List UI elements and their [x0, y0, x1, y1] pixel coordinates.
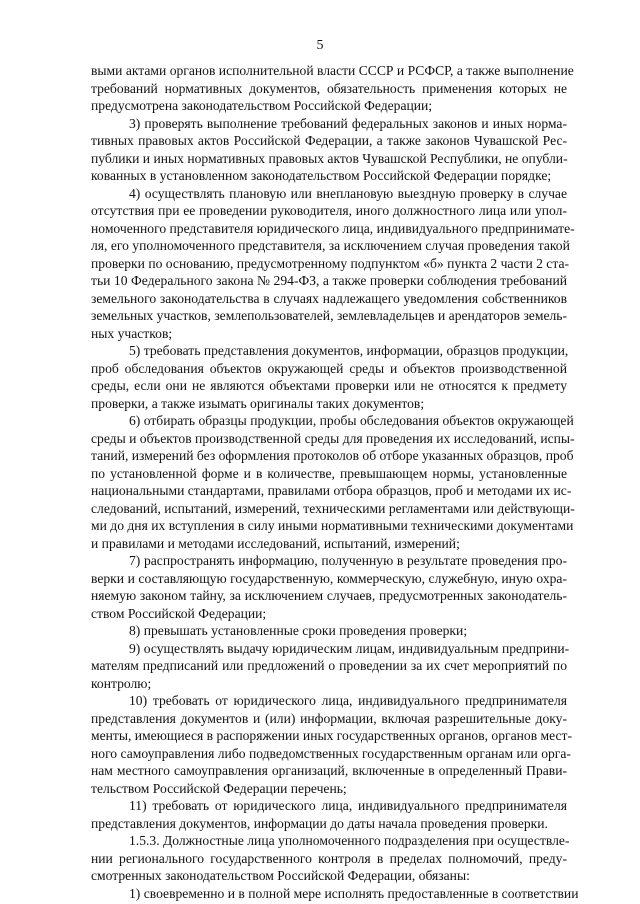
text-line: 1) своевременно и в полной мере исполнять предоставленные в соответствии	[129, 885, 579, 901]
text-line: 1.5.3. Должностные лица уполномоченного подразделения при осуществле-	[129, 833, 570, 848]
text-line: представления документов, информации до даты начала проведения проверки.	[91, 815, 548, 831]
text-line: 4) осуществлять плановую или внеплановую выездную проверку в случае	[129, 185, 567, 201]
document-body	[91, 62, 579, 902]
text-line: представления документов и (или) информации, включая разрешительные доку-	[91, 710, 567, 726]
text-line: менты, имеющиеся в распоряжении иных государственных органов, органов мест-	[91, 728, 572, 743]
text-line: смотренных законодательством Российской Федерации, обязаны:	[91, 868, 470, 883]
text-line: таний, измерений без оформления протоколов об отборе указанных образцов, проб	[91, 448, 574, 463]
text-line: среды, если они не являются объектами проверки или не относятся к предмету	[91, 378, 567, 393]
text-line: контролю;	[91, 675, 152, 691]
text-line: земельного законодательства в случаях надлежащего уведомления собственников	[91, 290, 567, 306]
text-line: номоченного представителя юридического лица, индивидуального предпринимате-	[91, 220, 575, 236]
text-line: нии регионального государственного контроля в пределах полномочий, преду-	[91, 850, 567, 866]
text-line: ля, его уполномоченного представителя, за исключением случая проведения такой	[91, 238, 570, 253]
text-line: выми актами органов исполнительной власти СССР и РСФСР, а также выполнение	[91, 63, 574, 78]
text-line: земельных участков, землепользователей, землевладельцев и арендаторов земель-	[91, 308, 567, 323]
text-line: по установленной форме и в количестве, превышающем нормы, установленные	[91, 465, 567, 481]
text-line: 9) осуществлять выдачу юридическим лицам, индивидуальным предприни-	[129, 640, 570, 656]
text-line: предусмотрена законодательством Российской Федерации;	[91, 98, 433, 113]
page-number: 5	[316, 38, 324, 53]
text-line: 6) отбирать образцы продукции, пробы обследования объектов окружающей	[129, 413, 574, 428]
text-line: 3) проверять выполнение требований федеральных законов и иных норма-	[129, 115, 567, 131]
text-line: 10) требовать от юридического лица, индивидуального предпринимателя	[129, 693, 567, 708]
text-line: ных участков;	[91, 325, 173, 341]
text-line: ством Российской Федерации;	[91, 605, 267, 621]
text-line: отсутствия при ее проведении руководителя, иного должностного лица или упол-	[91, 203, 567, 218]
text-line: и правилами и методами исследований, испытаний, измерений;	[91, 535, 460, 551]
text-line: ного самоуправления либо подведомственных государственным органам или орга-	[91, 745, 571, 761]
text-line: проверки, а также изымать оригиналы таких документов;	[91, 395, 425, 411]
text-line: следований, испытаний, измерений, техническими регламентами или действующи-	[91, 500, 575, 516]
text-line: проб обследования объектов окружающей среды и объектов производственной	[91, 360, 567, 376]
text-line: проверки по основанию, предусмотренному подпунктом «б» пункта 2 части 2 ста-	[91, 255, 570, 271]
text-line: ми до дня их вступления в силу иными нормативными техническими документами	[91, 518, 574, 533]
text-line: верки и составляющую государственную, коммерческую, служебную, иную охра-	[91, 570, 567, 586]
text-line: тивных правовых актов Российской Федерации, а также законов Чувашской Рес-	[91, 133, 567, 148]
text-line: тельством Российской Федерации перечень;	[91, 780, 347, 796]
text-line: требований нормативных документов, обязательность применения которых не	[91, 80, 567, 96]
text-line: среды и объектов производственной среды для проведения их исследований, испы-	[91, 430, 575, 446]
text-line: национальными стандартами, правилами отбора образцов, проб и методами их ис-	[91, 483, 572, 498]
text-line: тьи 10 Федерального закона № 294-ФЗ, а также проверки соблюдения требований	[91, 273, 567, 288]
text-line: публики и иных нормативных правовых актов Чувашской Республики, не опубли-	[91, 150, 568, 166]
text-line: нам местного самоуправления организаций, включенные в определенный Прави-	[91, 763, 567, 778]
text-line: 8) превышать установленные сроки проведения проверки;	[129, 623, 468, 638]
text-line: 7) распространять информацию, полученную в результате проведения про-	[129, 553, 567, 568]
text-line: 11) требовать от юридического лица, индивидуального предпринимателя	[129, 798, 567, 813]
text-line: мателям предписаний или предложений о проведении за их счет мероприятий по	[91, 658, 567, 673]
text-line: 5) требовать представления документов, информации, образцов продукции,	[129, 343, 569, 358]
text-line: кованных в установленном законодательством Российской Федерации порядке;	[91, 168, 552, 183]
text-line: няемую законом тайну, за исключением случаев, предусмотренных законодатель-	[91, 588, 567, 603]
